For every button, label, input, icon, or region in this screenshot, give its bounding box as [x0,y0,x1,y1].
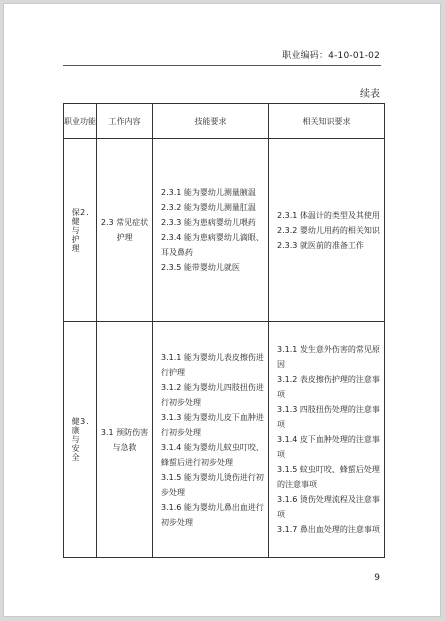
skill-item: 3.1.5 能为婴幼儿烫伤进行初步处理 [161,472,264,497]
knowledge-item: 3.1.1 发生意外伤害的常见原因 [277,345,380,369]
knowledge-item: 3.1.5 蚊虫叮咬、蜂蜇后处理的注意事项 [277,465,380,489]
function-text: 保健与护理 [71,207,81,253]
function-cell [64,322,97,558]
skill-item: 3.1.1 能为婴幼儿表皮擦伤进行护理 [161,352,264,377]
table-header-row [64,104,385,139]
occupation-code: 职业编码：4-10-01-02 [282,51,380,61]
header-work: 工作内容 [97,104,153,139]
work-content-cell: 2.3 常见症状护理 [97,139,153,322]
table-row [64,322,385,558]
knowledge-cell [269,322,385,558]
work-content-cell: 3.1 预防伤害与急救 [97,322,153,558]
knowledge-item: 2.3.2 婴幼儿用药的相关知识 [277,225,380,235]
function-text: 健康与安全 [71,417,81,462]
header-rule [63,65,381,66]
skills-table [63,103,385,558]
table-row [64,139,385,322]
document-page [3,3,441,617]
skill-item: 3.1.4 能为婴幼儿蚊虫叮咬、蜂蜇后进行初步处理 [161,442,264,467]
continued-label: 续表 [360,89,380,100]
function-number: 3. [80,417,90,426]
header-function: 职业功能 [64,104,97,139]
knowledge-item: 3.1.2 表皮擦伤护理的注意事项 [277,375,380,399]
skill-item: 3.1.3 能为婴幼儿皮下血肿进行初步处理 [161,412,264,437]
knowledge-item: 2.3.1 体温计的类型及其使用 [277,210,380,220]
skill-item: 3.1.6 能为婴幼儿鼻出血进行初步处理 [161,502,264,527]
skill-item: 3.1.2 能为婴幼儿四肢扭伤进行初步处理 [161,382,264,407]
knowledge-item: 2.3.3 就医前的准备工作 [277,240,364,250]
knowledge-item: 3.1.4 皮下血肿处理的注意事项 [277,435,380,459]
skill-item: 2.3.4 能为患病婴幼儿滴眼、耳及鼻药 [161,233,264,257]
knowledge-cell [269,139,385,322]
skill-item: 2.3.3 能为患病婴幼儿喂药 [161,218,256,227]
skill-item: 2.3.1 能为婴幼儿测量腋温 [161,188,256,197]
skills-cell [153,139,269,322]
skills-cell [153,322,269,558]
header-knowledge: 相关知识要求 [269,104,385,139]
page-number: 9 [374,573,380,583]
knowledge-item: 3.1.3 四肢扭伤处理的注意事项 [277,405,380,429]
header-skills: 技能要求 [153,104,269,139]
knowledge-item: 3.1.7 鼻出血处理的注意事项 [277,525,380,534]
skill-item: 2.3.2 能为婴幼儿测量肛温 [161,203,256,212]
function-number: 2. [80,207,90,217]
skill-item: 2.3.5 能带婴幼儿就医 [161,263,240,272]
knowledge-item: 3.1.6 烫伤处理流程及注意事项 [277,495,380,519]
function-cell [64,139,97,322]
